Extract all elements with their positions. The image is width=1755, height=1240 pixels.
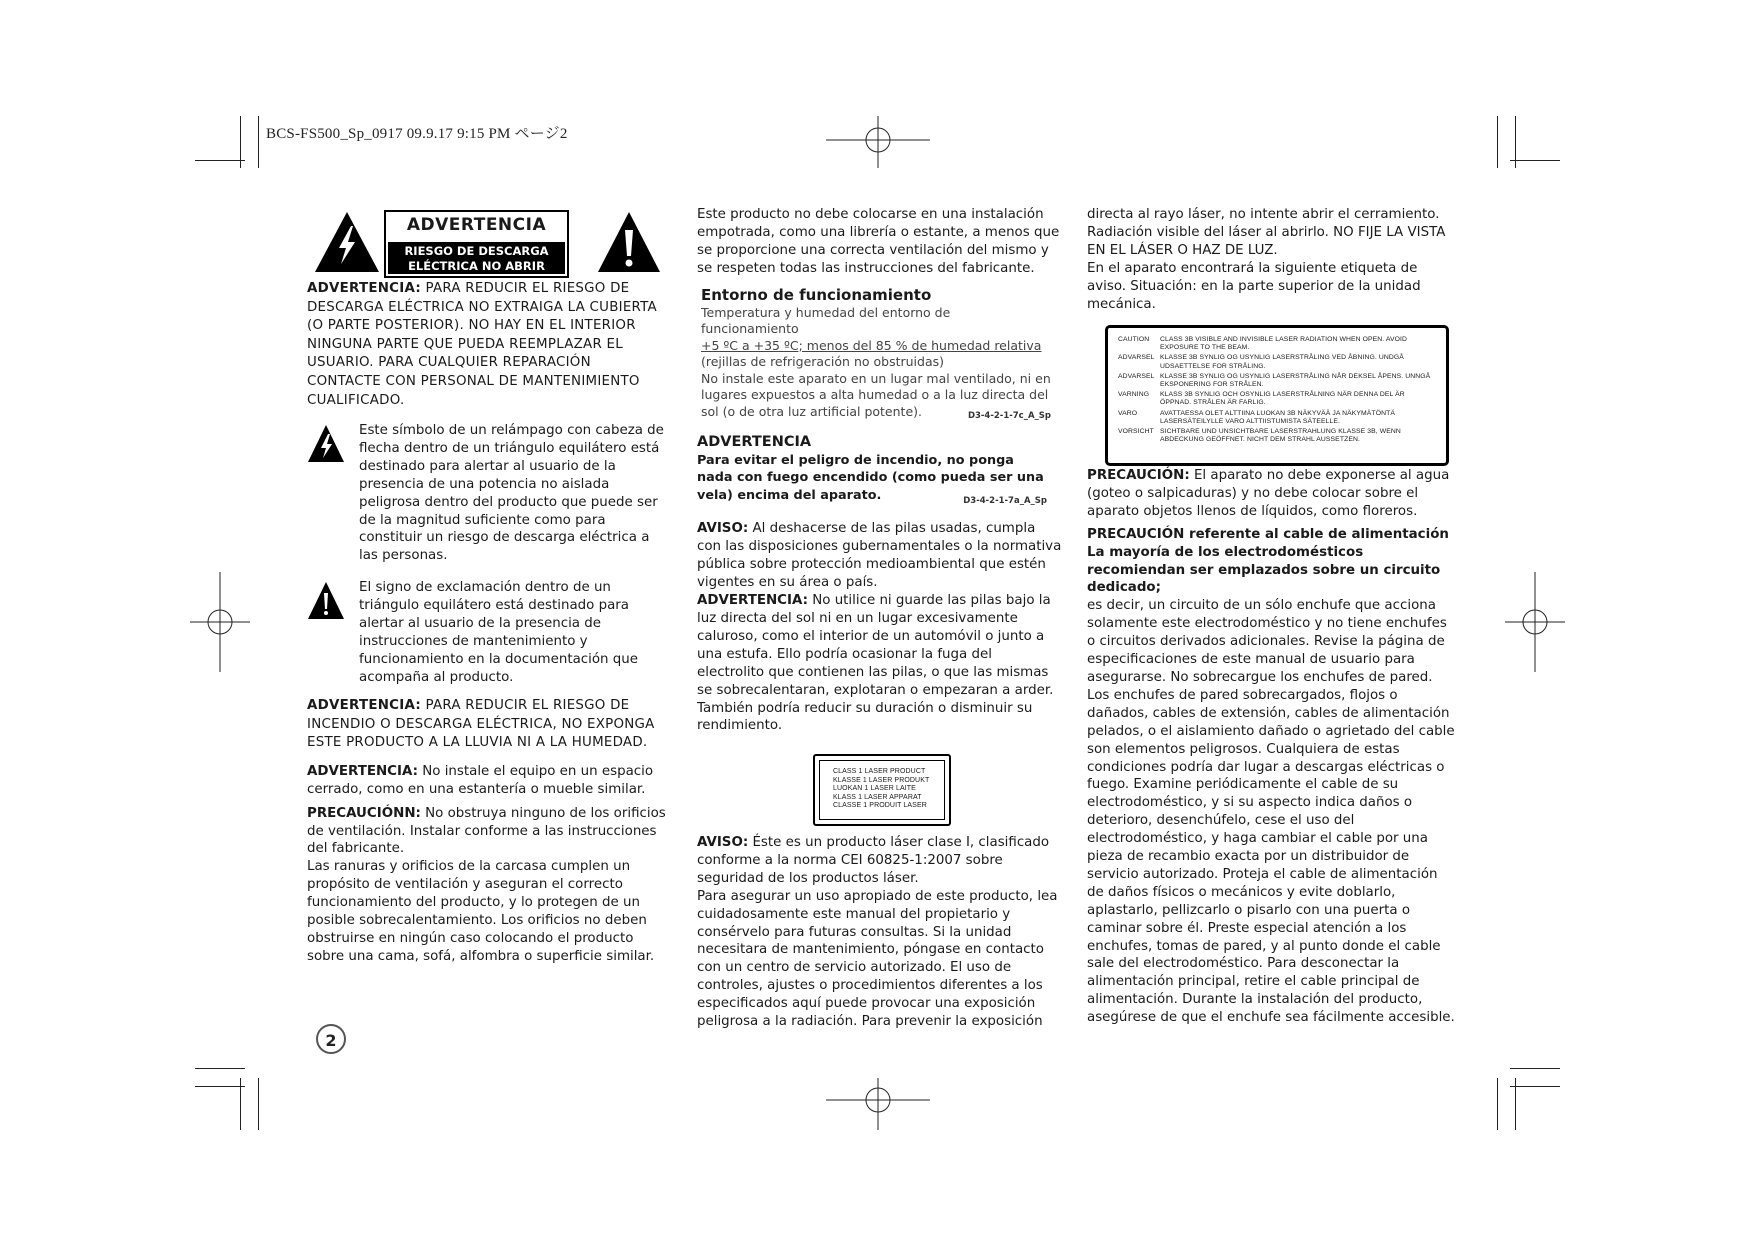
class1-line: KLASSE 1 LASER PRODUKT xyxy=(833,776,930,784)
class1-label-text xyxy=(833,768,929,811)
environment-line-4: No instale este aparato en un lugar mal ventilado, ni en lugares expuestos a alta humedad o a la luz directa del sol (o de otra luz artificial potente). xyxy=(701,370,1051,419)
text: No obstruya ninguno de los orificios de ventilación. Instalar conforme a las instrucciones del fabricante. xyxy=(307,805,666,857)
label-location-paragraph: En el aparato encontrará la siguiente etiqueta de aviso. Situación: en la parte superior de la unidad mecánica. xyxy=(1087,260,1421,312)
text: Al deshacerse de las pilas usadas, cumpla con las disposiciones gubernamentales o la normativa pública sobre protección medioambiental que estén vigentes en su área o país. xyxy=(697,521,1062,591)
class3b-value: AVATTAESSA OLET ALTTIINA LUOKAN 3B NÄKYVÄÄ JA NÄKYMÄTÖNTÄ LASERSÄTEILYLLE VARO ALTTIISTUMISTA SÄTEELLE. xyxy=(1160,409,1395,425)
environment-line-2: +5 ºC a +35 ºC; menos del 85 % de humedad relativa xyxy=(701,337,1042,353)
registration-mark-left xyxy=(190,572,250,672)
lightning-text: Este símbolo de un relámpago con cabeza de flecha dentro de un triángulo equilátero está destinado para alertar al usuario de la presencia de una potencia no aislada peligrosa dentro del producto que puede ser de la magnitud suficiente como para constituir un riesgo de descarga eléctrica a las personas. xyxy=(359,423,664,564)
column-2 xyxy=(697,206,1062,735)
class3b-row xyxy=(1118,336,1438,352)
column-3 xyxy=(1087,206,1455,313)
class3b-key: VORSICHT xyxy=(1118,428,1154,436)
warning-paragraph-1 xyxy=(307,280,667,410)
class3b-value: CLASS 3B VISIBLE AND INVISIBLE LASER RADIATION WHEN OPEN. AVOID EXPOSURE TO THE BEAM. xyxy=(1160,336,1408,352)
label: ADVERTENCIA: xyxy=(697,593,808,609)
fire-warning-code: D3-4-2-1-7a_A_Sp xyxy=(963,495,1047,506)
class3b-key: ADVARSEL xyxy=(1118,372,1155,380)
class1-line: LUOKAN 1 LASER LAITE xyxy=(833,785,916,793)
environment-heading: Entorno de funcionamiento xyxy=(701,285,932,304)
column-2-lower xyxy=(697,834,1062,1031)
battery-warning xyxy=(697,592,1062,735)
column-1 xyxy=(307,280,667,410)
class3b-key: VARNING xyxy=(1118,391,1150,399)
label: PRECAUCIÓNN: xyxy=(307,805,421,821)
print-slug: BCS-FS500_Sp_0917 09.9.17 9:15 PM ページ2 xyxy=(266,126,568,142)
text: PARA REDUCIR EL RIESGO DE DESCARGA ELÉCTRICA NO EXTRAIGA LA CUBIERTA (O PARTE POSTERIOR). NO HAY EN EL INTERIOR NINGUNA PARTE QUE PUEDA REEMPLAZAR EL USUARIO. PARA CUALQUIER REPARACIÓN CONTACTE CON PERSONAL DE MANTENIMIENTO CUALIFICADO. xyxy=(307,281,657,408)
class1-line: CLASS 1 LASER PRODUCT xyxy=(833,768,926,775)
class3b-row xyxy=(1118,354,1438,370)
caution-paragraph xyxy=(307,805,667,859)
power-cord-caution-heading: PRECAUCIÓN referente al cable de alimentación La mayoría de los electrodomésticos recomiendan ser emplazados sobre un circuito dedicado; xyxy=(1087,526,1449,596)
exclamation-warning-icon xyxy=(596,210,662,274)
warning-subtitle xyxy=(388,242,565,274)
label: AVISO: xyxy=(697,521,749,537)
label: ADVERTENCIA: xyxy=(307,763,418,779)
environment-block xyxy=(701,305,1051,421)
class3b-row xyxy=(1118,373,1438,389)
column-1-lower xyxy=(307,697,667,966)
power-cord-caution-text: es decir, un circuito de un sólo enchufe que acciona solamente este electrodoméstico y no tiene enchufes o circuitos derivados adicionales. Revise la página de especificaciones de este manual de usuario para asegurarse. No sobrecargue los enchufes de pared. Los enchufes de pared sobrecargados, flojos o dañados, cables de extensión, cables de alimentación pelados, o el aislamiento dañado o agrietado del cable son elementos peligrosos. Cualquiera de estas condiciones podría dar lugar a descargas eléctricas o fuego. Examine periódicamente el cable de su electrodoméstico, y si su aspecto indica daños o deterioro, desenchúfelo, cese el uso del electrodoméstico, y haga cambiar el cable por una pieza de recambio exacta por un distribuidor de servicio autorizado. Proteja el cable de alimentación de daños físicos o mecánicos y evite doblarlo, aplastarlo, pellizcarlo o pisarlo con una puerta o caminar sobre él. Preste especial atención a los enchufes, tomas de pared, y al punto donde el cable sale del electrodoméstico. Para desconectar la alimentación principal, retire el cable principal de alimentación. Durante la instalación del producto, asegúrese de que el enchufe sea fácilmente accesible. xyxy=(1087,598,1455,1026)
class3b-key: ADVARSEL xyxy=(1118,354,1155,362)
lightning-symbol-explanation xyxy=(307,422,672,565)
lightning-warning-icon xyxy=(313,210,381,274)
warning-subtitle-line2: ELÉCTRICA NO ABRIR xyxy=(408,258,545,273)
class3b-row xyxy=(1118,428,1438,444)
class1-laser-label xyxy=(813,754,951,826)
label: AVISO: xyxy=(697,835,749,850)
class3b-laser-label xyxy=(1105,325,1449,466)
exclamation-symbol-explanation xyxy=(307,579,672,686)
laser-exposure-paragraph: directa al rayo láser, no intente abrir el cerramiento. Radiación visible del láser al abrirlo. NO FIJE LA VISTA EN EL LÁSER O HAZ DE LUZ. xyxy=(1087,207,1446,258)
registration-mark-right xyxy=(1505,572,1565,672)
installation-paragraph: Este producto no debe colocarse en una instalación empotrada, como una librería o estante, a menos que se proporcione una correcta ventilación del mismo y se respeten todas las instrucciones del fabricante. xyxy=(697,207,1060,276)
environment-code: D3-4-2-1-7c_A_Sp xyxy=(967,410,1051,421)
warning-subtitle-line1: RIESGO DE DESCARGA xyxy=(404,244,549,258)
text: Éste es un producto láser clase I, clasificado conforme a la norma CEI 60825-1:2007 sobre seguridad de los productos láser. xyxy=(697,835,1050,886)
ventilation-paragraph: Las ranuras y orificios de la carcasa cumplen un propósito de ventilación y aseguran el correcto funcionamiento del producto, y lo protegen de un posible sobrecalentamiento. Los orificios no deben obstruirse en ningún caso colocando el producto sobre una cama, sofá, alfombra o superficie similar. xyxy=(307,859,655,964)
fire-warning-text: Para evitar el peligro de incendio, no ponga nada con fuego encendido (como pueda ser una vela) encima del aparato. xyxy=(697,452,1044,503)
text: PARA REDUCIR EL RIESGO DE INCENDIO O DESCARGA ELÉCTRICA, NO EXPONGA ESTE PRODUCTO A LA LLUVIA NI A LA HUMEDAD. xyxy=(307,698,655,751)
exclamation-text: El signo de exclamación dentro de un triángulo equilátero está destinado para alertar al usuario de la presencia de instrucciones de mantenimiento y funcionamiento en la documentación que acompaña al producto. xyxy=(359,580,639,685)
warning-paragraph-3 xyxy=(307,763,667,799)
warning-panel xyxy=(384,210,569,278)
label: ADVERTENCIA: xyxy=(307,281,421,296)
registration-mark-bottom xyxy=(826,1078,930,1130)
class3b-key: CAUTION xyxy=(1118,336,1150,343)
environment-line-1: Temperatura y humedad del entorno de funcionamiento xyxy=(701,304,951,337)
class3b-value: KLASSE 3B SYNLIG OG USYNLIG LASERSTRÅLING NÅR DEKSEL ÅPENS. UNNGÅ EKSPONERING FOR STRÅLEN. xyxy=(1160,372,1431,389)
battery-disposal-notice xyxy=(697,520,1062,592)
fire-warning xyxy=(697,452,1047,505)
text: No instale el equipo en un espacio cerrado, como en una estantería o mueble similar. xyxy=(307,763,654,797)
warning-paragraph-2 xyxy=(307,697,667,753)
class3b-value: KLASS 3B SYNLIG OCH OSYNLIG LASERSTRÅLNING NÄR DENNA DEL ÄR ÖPPNAD. STRÅLEN ÄR FARLIG. xyxy=(1160,391,1405,407)
manual-paragraph: Para asegurar un uso apropiado de este producto, lea cuidadosamente este manual del propietario y consérvelo para futuras consultas. Si la unidad necesitara de mantenimiento, póngase en contacto con un centro de servicio autorizado. El uso de controles, ajustes o procedimientos diferentes a los especificados aquí puede provocar una exposición peligrosa a la radiación. Para prevenir la exposición xyxy=(697,888,1058,1030)
page-number: 2 xyxy=(316,1024,346,1054)
label: ADVERTENCIA: xyxy=(307,698,421,713)
text: El aparato no debe exponerse al agua (goteo o salpicaduras) y no debe colocar sobre el aparato objetos llenos de líquidos, como floreros. xyxy=(1087,468,1450,519)
text: No utilice ni guarde las pilas bajo la luz directa del sol ni en un lugar excesivamente caluroso, como el interior de un automóvil o junto a una estufa. Ello podría ocasionar la fuga del electrolito que contienen las pilas, o que las mismas se sobrecalentaran, explotaran o empezaran a arder. También podría reducir su duración o disminuir su rendimiento. xyxy=(697,593,1054,734)
environment-line-3: (rejillas de refrigeración no obstruidas) xyxy=(701,354,945,370)
warning-title: ADVERTENCIA xyxy=(406,215,547,235)
advertencia-heading: ADVERTENCIA xyxy=(697,434,812,451)
class3b-key: VARO xyxy=(1118,409,1138,417)
class1-line: KLASS 1 LASER APPARAT xyxy=(833,793,922,801)
registration-mark-top xyxy=(826,116,930,168)
class1-line: CLASSE 1 PRODUIT LASER xyxy=(833,802,927,810)
class3b-row xyxy=(1118,391,1438,407)
environment-line-4-wrap xyxy=(701,371,1051,421)
laser-notice xyxy=(697,834,1062,888)
lightning-icon xyxy=(307,424,345,464)
label: PRECAUCIÓN: xyxy=(1087,468,1190,483)
exclamation-icon xyxy=(307,581,345,621)
water-caution xyxy=(1087,467,1455,521)
class3b-row xyxy=(1118,410,1438,426)
class3b-value: KLASSE 3B SYNLIG OG USYNLIG LASERSTRÅLING VED ÅBNING. UNDGÅ UDSAETTELSE FOR STRÅLING. xyxy=(1160,354,1404,370)
column-3-lower xyxy=(1087,467,1455,1027)
class3b-value: SICHTBARE UND UNSICHTBARE LASERSTRAHLUNG KLASSE 3B, WENN ABDECKUNG GEÖFFNET. NICHT DEM STRAHL AUSSETZEN. xyxy=(1160,428,1401,444)
class3b-label-text xyxy=(1118,336,1438,444)
